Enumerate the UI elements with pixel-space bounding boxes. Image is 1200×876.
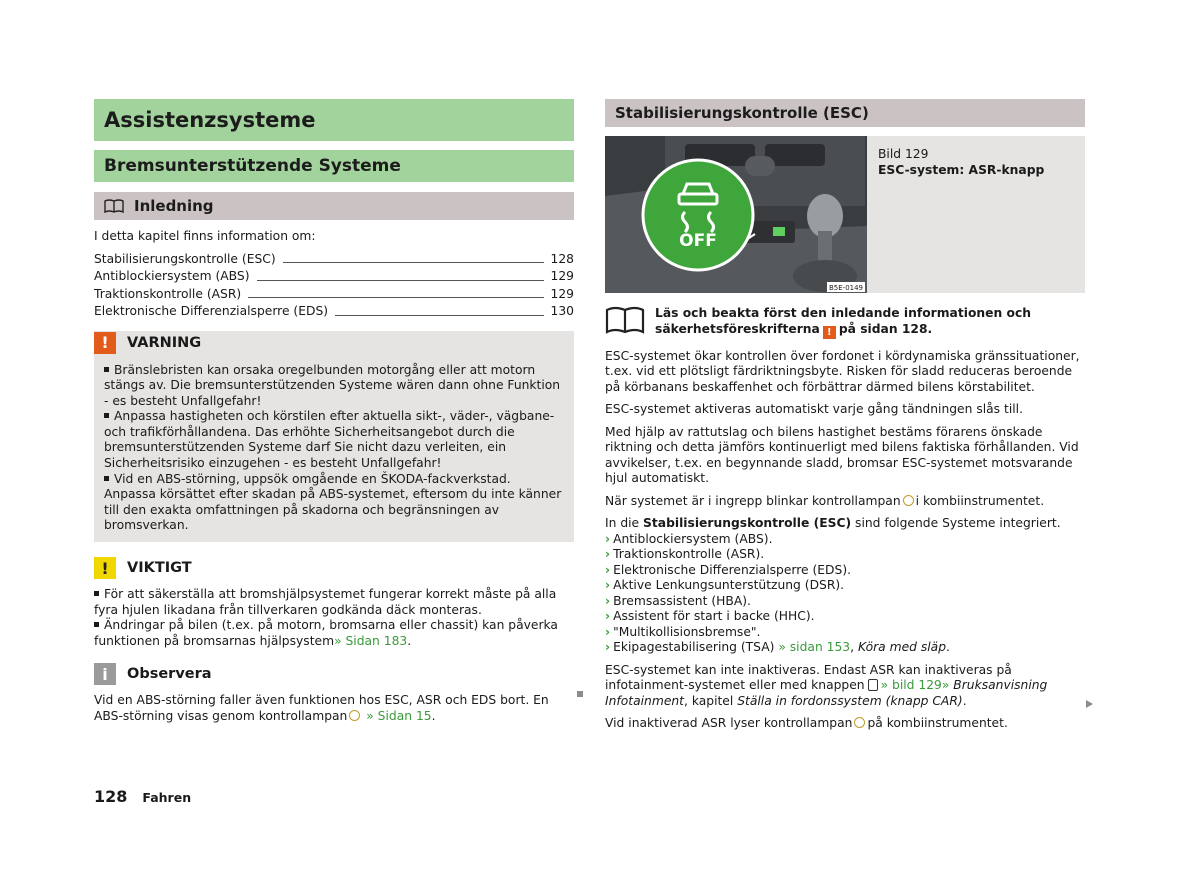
list-item: › Aktive Lenkungsunterstützung (DSR).	[605, 578, 845, 592]
important-note	[94, 556, 574, 649]
toc-label: Antiblockiersystem (ABS)	[94, 269, 250, 283]
page-number: 128	[94, 787, 128, 806]
esc-body	[605, 349, 1085, 732]
asr-button-icon	[868, 679, 878, 691]
intro-text: I detta kapitel finns information om:	[94, 229, 316, 243]
page-link[interactable]: » sidan 153	[778, 640, 851, 654]
paragraph: När systemet är i ingrepp blinkar kontrollampan i kombiinstrumentet.	[605, 493, 1045, 508]
toc-label: Traktionskontrolle (ASR)	[94, 286, 242, 301]
toc-page: 129	[550, 286, 574, 301]
chapter-title: Assistenzsysteme	[94, 99, 574, 141]
important-icon: !	[94, 557, 116, 579]
toc-row[interactable]	[94, 303, 574, 321]
note-body: Vid en ABS-störning faller även funktionen hos ESC, ASR och EDS bort. En ABS-störning visas genom kontrollampan » Sidan 15.	[94, 693, 549, 723]
subsection-title: Inledning	[134, 197, 214, 215]
toc-row[interactable]	[94, 286, 574, 304]
book-icon	[605, 306, 645, 334]
list-item: › Antiblockiersystem (ABS).	[605, 531, 773, 546]
off-label: OFF	[679, 231, 717, 251]
warning-title: VARNING	[127, 334, 202, 351]
warning-header	[94, 331, 574, 355]
esc-lamp-icon	[903, 495, 914, 506]
page-link[interactable]: » Sidan 183	[334, 633, 408, 648]
important-item: Ändringar på bilen (t.ex. på motorn, bromsarna eller chassit) kan påverka funktionen på bromsarnas hjälpsystem» Sidan 183.	[94, 618, 558, 648]
section-title: Bremsunterstützende Systeme	[94, 150, 574, 182]
console-illustration	[605, 136, 867, 293]
toc-row[interactable]	[94, 251, 574, 269]
esc-lamp-icon	[854, 717, 865, 728]
list-item: › "Multikollisionsbremse".	[605, 624, 761, 639]
page-link[interactable]: » Sidan 15	[366, 709, 432, 723]
left-column	[94, 99, 574, 725]
figure	[605, 136, 1085, 293]
book-icon	[104, 199, 124, 213]
list-item: › Ekipagestabilisering (TSA) » sidan 153, Köra med släp.	[605, 640, 950, 654]
systems-list	[605, 532, 1085, 656]
list-item: › Assistent för start i backe (HHC).	[605, 609, 815, 623]
toc-page: 129	[550, 269, 574, 283]
paragraph: Vid inaktiverad ASR lyser kontrollampan på kombiinstrumentet.	[605, 716, 1008, 730]
page-footer	[94, 787, 191, 806]
important-body	[94, 587, 574, 649]
note-title: Observera	[127, 666, 212, 683]
toc-list	[94, 251, 574, 321]
subsection-header	[94, 192, 574, 220]
warning-item: Anpassa hastigheten och körstilen efter aktuella sikt-, väder-, vägbane- och trafikförhållandena. Das erhöhte Sicherheitsangebot durch die bremsunterstützenden Systeme darf Sie nicht dazu verleiten, ein Sicherheitsrisiko einzugehen - es besteht Unfallgefahr!	[104, 409, 555, 471]
right-column	[605, 99, 1085, 732]
figure-link[interactable]: » bild 129»	[880, 678, 950, 692]
warning-item: Bränslebristen kan orsaka oregelbunden motorgång eller att motorn stängs av. Die bremsunterstützenden Systeme wären dann ohne Funktion - es besteht Unfallgefahr!	[104, 362, 561, 408]
list-item: › Bremsassistent (HBA).	[605, 593, 751, 608]
section-end-marker	[577, 691, 583, 697]
continue-arrow-icon	[1086, 700, 1093, 708]
figure-code: B5E-0149	[828, 284, 864, 292]
read-first-notice: Läs och beakta först den inledande informationen och säkerhetsföreskrifterna ! på sidan 128.	[605, 306, 1085, 339]
figure-image	[605, 136, 867, 293]
warning-icon: !	[94, 332, 116, 354]
figure-title: ESC-system: ASR-knapp	[878, 163, 1045, 177]
important-title: VIKTIGT	[127, 560, 192, 577]
important-item: För att säkerställa att bromshjälpsystemet fungerar korrekt måste på alla fyra hjulen likadana från tillverkaren godkända däck monteras.	[94, 587, 557, 617]
warning-body	[94, 355, 574, 535]
warning-box	[94, 331, 574, 543]
paragraph: In die Stabilisierungskontrolle (ESC) sind folgende Systeme integriert.	[605, 516, 1061, 530]
paragraph: ESC-systemet aktiveras automatiskt varje gång tändningen slås till.	[605, 402, 1023, 416]
warning-icon: !	[823, 326, 836, 339]
list-item: › Traktionskontrolle (ASR).	[605, 547, 765, 561]
warning-lamp-icon	[349, 710, 360, 721]
esc-section-title: Stabilisierungskontrolle (ESC)	[605, 99, 1085, 127]
paragraph: ESC-systemet kan inte inaktiveras. Endast ASR kan inaktiveras på infotainment-systemet eller med knappen » bild 129» Bruksanvisning Infotainment, kapitel Ställa in fordonssystem (knapp CAR).	[605, 662, 1048, 708]
info-icon: i	[94, 663, 116, 685]
toc-page: 128	[550, 251, 574, 266]
section-name: Fahren	[142, 790, 192, 805]
toc-label: Elektronische Differenzialsperre (EDS)	[94, 304, 329, 318]
paragraph: ESC-systemet ökar kontrollen över fordonet i kördynamiska gränssituationer, t.ex. vid ett plötsligt färdriktningsbyte. Risken för sladd reduceras beroende på körbanans beskaffenhet och förbättrar därmed bilens körstabilitet.	[605, 348, 1080, 394]
figure-caption	[867, 136, 1044, 293]
warning-item: Vid en ABS-störning, uppsök omgående en ŠKODA-fackverkstad. Anpassa körsättet efter skadan på ABS-systemet, eftersom du inte känner till den exakta omfattningen på skadorna och begränsningen av bromsverkan.	[104, 471, 562, 533]
toc-label: Stabilisierungskontrolle (ESC)	[94, 251, 276, 266]
note-box	[94, 662, 574, 724]
figure-number: Bild 129	[878, 147, 929, 161]
paragraph: Med hjälp av rattutslag och bilens hastighet bestäms förarens önskade riktning och detta jämförs kontinuerligt med bilens faktiska förhållanden. Vid avvikelser, t.ex. en begynnande sladd, bromsar ESC-systemet motsvarande hjul automatiskt.	[605, 424, 1079, 485]
list-item: › Elektronische Differenzialsperre (EDS).	[605, 562, 852, 577]
esc-off-button-zoom	[643, 160, 753, 270]
toc-row[interactable]	[94, 268, 574, 286]
toc-page: 130	[550, 304, 574, 318]
